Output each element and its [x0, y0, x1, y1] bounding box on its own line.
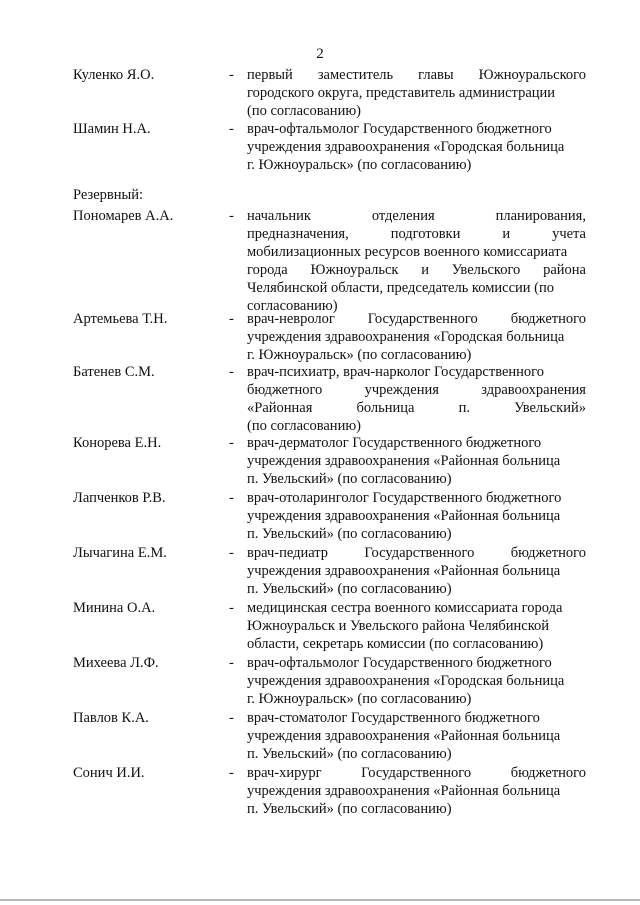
- description-line: [247, 243, 586, 261]
- description-word: г. Южноуральск» (по согласованию): [247, 347, 472, 363]
- entry-dash: -: [229, 311, 234, 327]
- member-role-description: [247, 434, 586, 488]
- description-line: [247, 764, 586, 782]
- description-word: п. Увельский» (по согласованию): [247, 801, 452, 817]
- member-role-description: [247, 654, 586, 708]
- description-word: городского округа, представитель администрации: [247, 85, 556, 101]
- description-word: п. Увельский» (по согласованию): [247, 526, 452, 542]
- member-role-description: [247, 66, 586, 120]
- description-line: [247, 580, 586, 598]
- member-name: Лычагина Е.М.: [73, 545, 167, 561]
- description-line: [247, 654, 586, 672]
- description-word: Государственного: [364, 545, 475, 561]
- description-word: согласованию): [247, 298, 338, 314]
- member-role-description: [247, 764, 586, 818]
- description-word: учреждения здравоохранения «Городская больница: [247, 329, 565, 345]
- description-word: «Районная: [247, 400, 313, 416]
- member-role-description: [247, 489, 586, 543]
- description-word: заместитель: [317, 67, 394, 83]
- description-line: [247, 399, 586, 417]
- entry-dash: -: [229, 765, 234, 781]
- description-word: бюджетного: [510, 311, 586, 327]
- member-role-description: [247, 207, 586, 315]
- entry-dash: -: [229, 490, 234, 506]
- description-line: [247, 525, 586, 543]
- entry-dash: -: [229, 67, 234, 83]
- description-line: [247, 417, 586, 435]
- member-name: Куленко Я.О.: [73, 67, 155, 83]
- member-name: Михеева Л.Ф.: [73, 655, 159, 671]
- description-line: [247, 225, 586, 243]
- description-word: врач-хирург: [247, 765, 322, 781]
- description-word: (по согласованию): [247, 103, 361, 119]
- entry-dash: -: [229, 121, 234, 137]
- description-line: [247, 261, 586, 279]
- description-word: учреждения здравоохранения «Районная больница: [247, 783, 561, 799]
- member-name: Артемьева Т.Н.: [73, 311, 168, 327]
- description-line: [247, 800, 586, 818]
- member-entry: [0, 434, 640, 487]
- description-word: Южноуральского: [478, 67, 586, 83]
- description-word: района: [543, 262, 586, 278]
- description-word: Увельский»: [514, 400, 586, 416]
- description-word: врач-невролог: [247, 311, 335, 327]
- description-line: [247, 310, 586, 328]
- description-word: бюджетного: [510, 765, 586, 781]
- member-entry: [0, 310, 640, 363]
- description-line: [247, 156, 586, 174]
- description-word: Государственного: [361, 765, 472, 781]
- member-entry: [0, 544, 640, 597]
- description-line: [247, 489, 586, 507]
- member-role-description: [247, 310, 586, 364]
- description-line: [247, 507, 586, 525]
- description-line: [247, 690, 586, 708]
- description-word: начальник: [247, 208, 311, 224]
- member-role-description: [247, 363, 586, 435]
- description-line: [247, 599, 586, 617]
- description-word: медицинская сестра военного комиссариата города: [247, 600, 563, 616]
- description-word: учреждения здравоохранения «Городская больница: [247, 139, 565, 155]
- description-word: учреждения здравоохранения «Районная больница: [247, 453, 561, 469]
- description-word: главы: [418, 67, 454, 83]
- entry-dash: -: [229, 710, 234, 726]
- description-word: Увельского: [451, 262, 521, 278]
- description-line: [247, 635, 586, 653]
- entry-dash: -: [229, 364, 234, 380]
- description-word: и: [502, 226, 511, 242]
- description-line: [247, 544, 586, 562]
- description-word: области, секретарь комиссии (по согласованию): [247, 636, 544, 652]
- member-entry: [0, 654, 640, 707]
- description-line: [247, 207, 586, 225]
- description-line: [247, 84, 586, 102]
- description-line: [247, 328, 586, 346]
- description-line: [247, 617, 586, 635]
- description-line: [247, 363, 586, 381]
- description-line: [247, 381, 586, 399]
- description-line: [247, 745, 586, 763]
- member-entry: [0, 66, 640, 119]
- description-word: г. Южноуральск» (по согласованию): [247, 157, 472, 173]
- member-name: Павлов К.А.: [73, 710, 149, 726]
- description-line: [247, 562, 586, 580]
- description-line: [247, 672, 586, 690]
- member-entry: [0, 120, 640, 173]
- description-word: Челябинской области, председатель комиссии (по: [247, 280, 555, 296]
- description-word: врач-стоматолог Государственного бюджетного: [247, 710, 540, 726]
- description-word: учреждения: [364, 382, 439, 398]
- description-word: учреждения здравоохранения «Районная больница: [247, 563, 561, 579]
- description-line: [247, 452, 586, 470]
- description-word: первый: [247, 67, 293, 83]
- description-word: планирования,: [495, 208, 586, 224]
- member-name: Лапченков Р.В.: [73, 490, 166, 506]
- description-word: Южноуральск: [310, 262, 399, 278]
- description-word: п. Увельский» (по согласованию): [247, 471, 452, 487]
- description-word: бюджетного: [247, 382, 323, 398]
- member-name: Сонич И.И.: [73, 765, 145, 781]
- description-word: г. Южноуральск» (по согласованию): [247, 691, 472, 707]
- description-line: [247, 120, 586, 138]
- scan-bottom-edge: [0, 899, 640, 901]
- description-word: п. Увельский» (по согласованию): [247, 581, 452, 597]
- member-entry: [0, 709, 640, 762]
- description-word: Государственного: [367, 311, 478, 327]
- description-word: врач-офтальмолог Государственного бюджетного: [247, 121, 552, 137]
- entry-dash: -: [229, 545, 234, 561]
- member-entry: [0, 207, 640, 314]
- description-word: п. Увельский» (по согласованию): [247, 746, 452, 762]
- member-name: Конорева Е.Н.: [73, 435, 162, 451]
- description-line: [247, 709, 586, 727]
- description-line: [247, 727, 586, 745]
- reserve-section-label: Резервный:: [73, 187, 144, 203]
- description-line: [247, 470, 586, 488]
- description-word: врач-педиатр: [247, 545, 329, 561]
- member-entry: [0, 764, 640, 817]
- description-word: п.: [458, 400, 470, 416]
- entry-dash: -: [229, 208, 234, 224]
- description-word: мобилизационных ресурсов военного комиссариата: [247, 244, 568, 260]
- description-word: врач-офтальмолог Государственного бюджетного: [247, 655, 552, 671]
- description-word: города: [247, 262, 288, 278]
- entry-dash: -: [229, 435, 234, 451]
- member-name: Шамин Н.А.: [73, 121, 151, 137]
- description-word: здравоохранения: [481, 382, 586, 398]
- description-line: [247, 102, 586, 120]
- description-word: учреждения здравоохранения «Городская больница: [247, 673, 565, 689]
- description-word: отделения: [371, 208, 435, 224]
- description-line: [247, 279, 586, 297]
- description-word: учреждения здравоохранения «Районная больница: [247, 728, 561, 744]
- description-word: бюджетного: [510, 545, 586, 561]
- member-name: Батенев С.М.: [73, 364, 155, 380]
- member-name: Пономарев А.А.: [73, 208, 174, 224]
- description-line: [247, 782, 586, 800]
- description-word: врач-психиатр, врач-нарколог Государственного: [247, 364, 544, 380]
- description-line: [247, 346, 586, 364]
- description-line: [247, 434, 586, 452]
- description-word: учета: [552, 226, 586, 242]
- member-entry: [0, 489, 640, 542]
- description-line: [247, 66, 586, 84]
- description-word: больница: [356, 400, 415, 416]
- member-entry: [0, 363, 640, 434]
- member-role-description: [247, 599, 586, 653]
- description-word: предназначения,: [247, 226, 349, 242]
- member-entry: [0, 599, 640, 652]
- description-word: врач-отоларинголог Государственного бюджетного: [247, 490, 562, 506]
- entry-dash: -: [229, 600, 234, 616]
- member-role-description: [247, 120, 586, 174]
- description-word: учреждения здравоохранения «Районная больница: [247, 508, 561, 524]
- member-role-description: [247, 709, 586, 763]
- description-word: подготовки: [390, 226, 461, 242]
- description-word: врач-дерматолог Государственного бюджетного: [247, 435, 542, 451]
- description-word: Южноуральск и Увельского района Челябинской: [247, 618, 550, 634]
- description-word: и: [421, 262, 430, 278]
- member-name: Минина О.А.: [73, 600, 156, 616]
- description-line: [247, 138, 586, 156]
- description-word: (по согласованию): [247, 418, 361, 434]
- member-role-description: [247, 544, 586, 598]
- entry-dash: -: [229, 655, 234, 671]
- page-number: 2: [316, 46, 324, 62]
